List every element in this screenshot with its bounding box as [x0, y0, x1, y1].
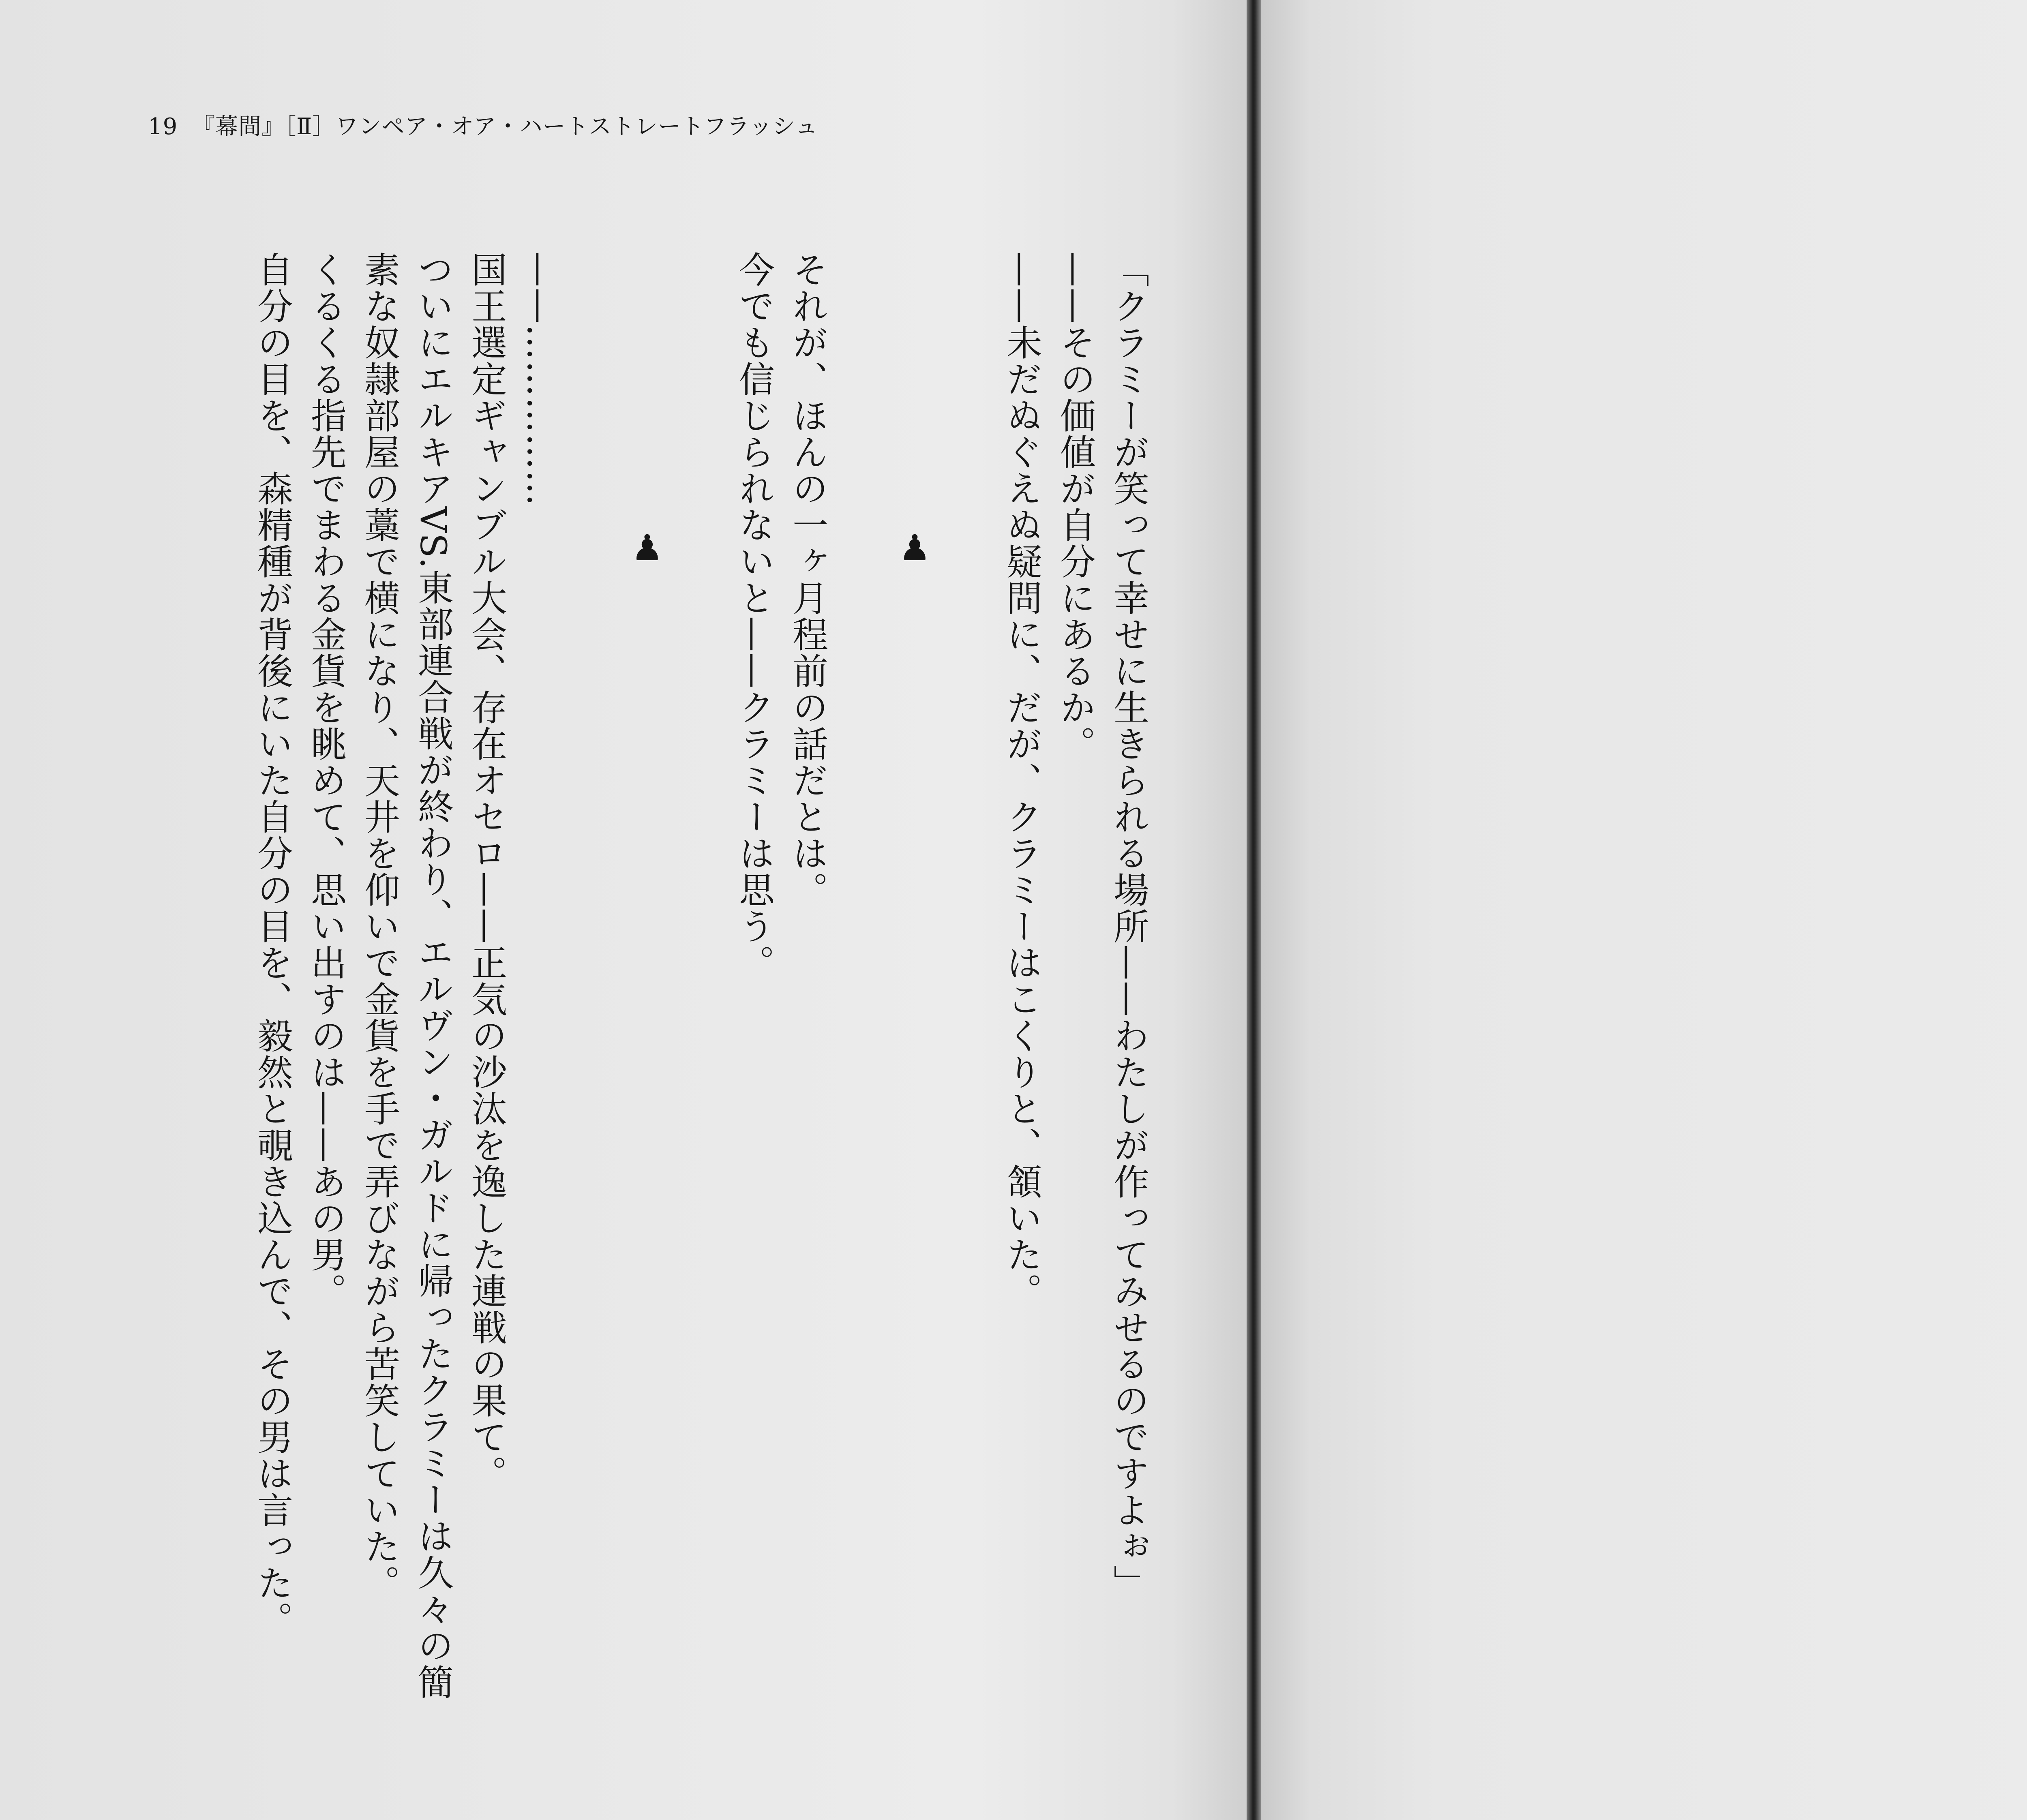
text-line: 国王選定ギャンブル大会、存在オセロ——正気の沙汰を逸した連戦の果て。	[466, 251, 508, 1492]
text-line: ——未だぬぐえぬ疑問に、だが、クラミーはこくりと、頷いた。	[1001, 251, 1043, 1309]
text-line: くるくる指先でまわる金貨を眺めて、思い出すのは——あの男。	[305, 251, 347, 1309]
pawn-icon: ♟	[626, 527, 668, 570]
left-body-text	[158, 251, 1155, 1751]
blank-line	[941, 251, 995, 1751]
text-line: 自分の目を、森精種が背後にいた自分の目を、毅然と覗き込んで、その男は言った。	[252, 251, 294, 1638]
right-page	[1261, 0, 2027, 1820]
book-gutter	[1247, 0, 1261, 1820]
blank-line	[834, 251, 888, 1751]
text-line: 素な奴隷部屋の藁で横になり、天井を仰いで金貨を手で弄びながら苦笑していた。	[359, 251, 401, 1601]
chapter-title: 『幕間』［Ⅱ］ワンペア・オア・ハートストレートフラッシュ	[192, 113, 819, 140]
text-line: 今でも信じられないと——クラミーは思う。	[733, 251, 775, 981]
running-head-left	[148, 109, 818, 141]
text-line: ——その価値が自分にあるか。	[1054, 251, 1096, 762]
text-line: ついにエルキアVS.東部連合戦が終わり、エルヴン・ガルドに帰ったクラミーは久々の簡	[412, 251, 454, 1700]
text-line: それが、ほんの一ヶ月程前の話だとは。	[787, 251, 829, 908]
page-number-left: 19	[148, 113, 178, 140]
blank-line	[567, 251, 620, 1751]
pawn-icon: ♟	[894, 527, 936, 570]
blank-line	[674, 251, 727, 1751]
text-line: 「クラミーが笑って幸せに生きられる場所——わたしが作ってみせるのですよぉ」	[1108, 251, 1150, 1601]
text-line: ——……………	[519, 251, 561, 507]
